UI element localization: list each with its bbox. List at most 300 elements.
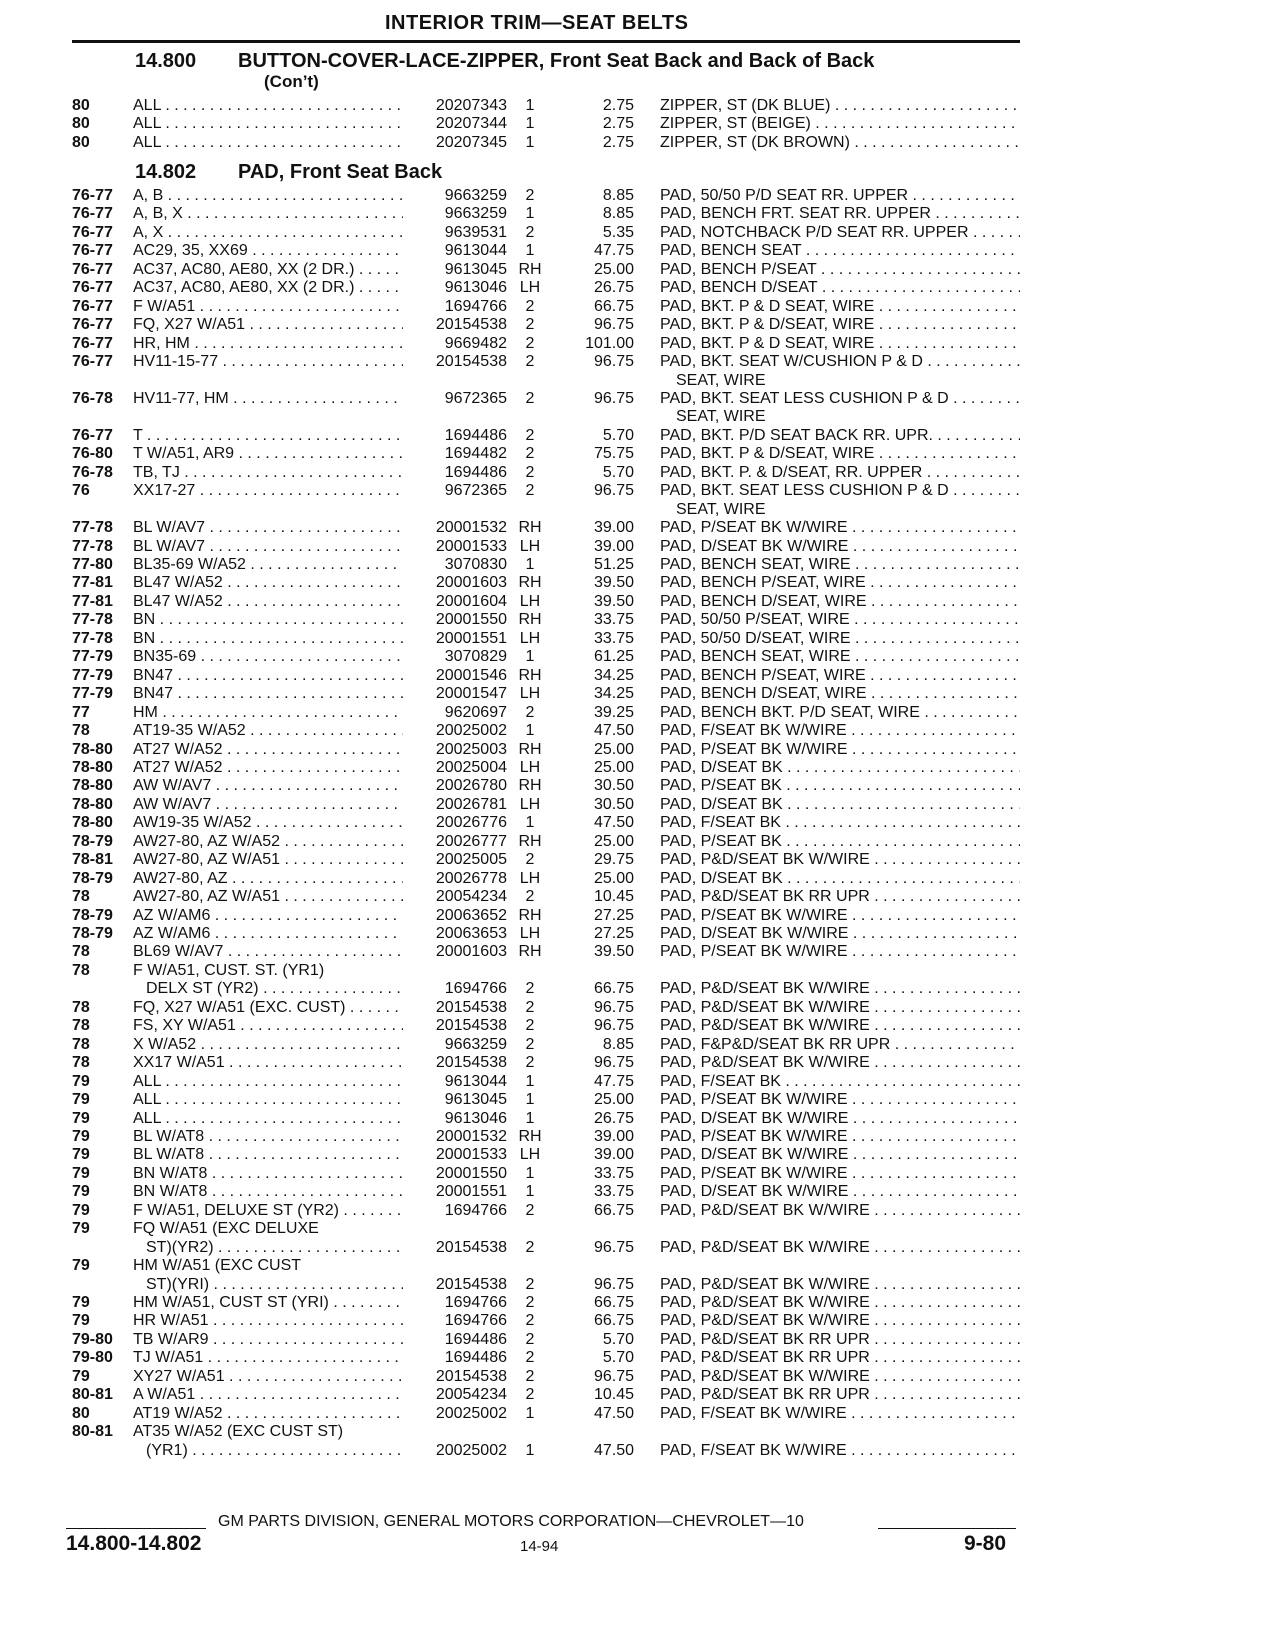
table-row [0,888,1280,906]
list-price: 96.75 [593,482,634,500]
part-number: 9663259 [403,205,507,223]
table-row [0,962,1280,980]
list-price: 39.25 [593,703,634,721]
quantity: 1 [525,97,535,114]
quantity: 1 [525,115,535,133]
part-number: 20001532 [403,1128,507,1146]
model-application: BL69 W/AV7 . . . [133,943,403,961]
model-application: XY27 W/A51 . . . [133,1368,403,1386]
quantity: 2 [525,998,535,1016]
section-number: 14.802 [135,161,197,183]
model-application: BL47 W/A52 . . . [133,593,403,611]
part-description: ZIPPER, ST (DK BLUE) . . . [660,97,1020,115]
list-price: 96.75 [593,1367,634,1385]
table-row [0,722,1280,740]
model-year: 78 [72,961,90,979]
part-description: ZIPPER, ST (DK BROWN) . . . [660,134,1020,152]
quantity: 2 [525,1017,535,1035]
table-row [0,833,1280,851]
part-description: PAD, P/SEAT BK W/WIRE . . . [660,943,1020,961]
quantity: 1 [525,1183,535,1201]
quantity: 2 [525,1201,535,1219]
list-price: 33.75 [593,1164,634,1182]
part-description: PAD, BKT. P & D/SEAT, WIRE . . . [660,316,1020,334]
table-row [0,759,1280,777]
table-row [0,316,1280,334]
part-description: PAD, BENCH SEAT . . . [660,242,1020,260]
part-description: PAD, P/SEAT BK W/WIRE . . . [660,741,1020,759]
list-price: 26.75 [593,279,634,297]
model-application: AT19 W/A52 . . . [133,1405,403,1423]
model-year: 76-77 [72,353,113,371]
model-application: BN . . . [133,630,403,648]
footer-date: 9-80 [964,1532,1007,1555]
table-row [0,704,1280,722]
part-description: PAD, P&D/SEAT BK W/WIRE . . . [660,1202,1020,1220]
list-price: 5.70 [602,1330,634,1348]
model-application: ALL . . . [133,1091,403,1109]
part-number: 20154538 [403,1239,507,1257]
part-number: 20026778 [403,870,507,888]
model-application: XX17-27 . . . [133,482,403,500]
quantity: 1 [525,814,535,832]
part-number: 20207345 [403,134,507,152]
quantity: RH [518,740,542,758]
model-year: 76-77 [72,223,113,241]
model-year: 78-80 [72,758,113,776]
part-description: PAD, P&D/SEAT BK W/WIRE . . . [660,1276,1020,1294]
table-row [0,445,1280,463]
model-application: (YR1) . . . [146,1442,416,1460]
part-description: PAD, D/SEAT BK W/WIRE . . . [660,1146,1020,1164]
model-year: 76-78 [72,389,113,407]
model-application: AW27-80, AZ W/A52 . . . [133,833,403,851]
model-year: 78-80 [72,740,113,758]
quantity: RH [518,260,542,278]
quantity: 2 [525,1312,535,1330]
part-number: 3070830 [403,556,507,574]
part-number: 1694766 [403,980,507,998]
part-number: 20026780 [403,777,507,795]
list-price: 47.50 [593,1404,634,1422]
part-number: 20001550 [403,611,507,629]
part-description: PAD, D/SEAT BK . . . [660,759,1020,777]
model-application: AT35 W/A52 (EXC CUST ST) [133,1423,344,1441]
model-application: HR W/A51 . . . [133,1312,403,1330]
list-price: 30.50 [593,777,634,795]
model-application: HV11-15-77 . . . [133,353,403,371]
part-description: PAD, 50/50 P/D SEAT RR. UPPER . . . [660,187,1020,205]
model-application: F W/A51 . . . [133,298,403,316]
table-row [0,427,1280,445]
model-year: 77-80 [72,556,113,573]
part-description: PAD, F/SEAT BK W/WIRE . . . [660,1442,1020,1460]
list-price: 10.45 [593,1386,634,1404]
quantity: 2 [525,1367,535,1385]
list-price: 8.85 [602,1035,634,1053]
model-year: 79 [72,1146,90,1164]
table-row [0,335,1280,353]
model-year: 79 [72,1091,90,1109]
part-number: 9672365 [403,390,507,408]
list-price: 25.00 [593,740,634,758]
quantity: 2 [525,1330,535,1348]
table-row [0,224,1280,242]
quantity: 1 [525,648,535,666]
model-year: 77-81 [72,592,113,610]
table-row [0,980,1280,998]
quantity: LH [519,869,541,887]
model-application: ALL . . . [133,97,403,115]
list-price: 34.25 [593,685,634,703]
part-description: PAD, F/SEAT BK . . . [660,1073,1020,1091]
part-number: 20154538 [403,316,507,334]
part-description: PAD, BKT. P & D SEAT, WIRE . . . [660,298,1020,316]
list-price: 101.00 [585,334,634,352]
part-description: PAD, BENCH D/SEAT, WIRE . . . [660,593,1020,611]
model-year: 78 [72,722,90,740]
list-price: 75.75 [593,445,634,463]
part-number: 3070829 [403,648,507,666]
part-description: PAD, P&D/SEAT BK RR UPR . . . [660,1386,1020,1404]
model-application: F W/A51, CUST. ST. (YR1) [133,961,325,979]
list-price: 66.75 [593,1294,634,1311]
part-description: PAD, BKT. P & D/SEAT, WIRE . . . [660,445,1020,463]
model-application: A, B, X . . . [133,205,403,223]
model-application: F W/A51, DELUXE ST (YR2) . . . [133,1202,403,1220]
quantity: RH [518,574,542,592]
part-number: 20001603 [403,574,507,592]
model-year: 76-77 [72,205,113,223]
part-description: PAD, BENCH P/SEAT . . . [660,261,1020,279]
model-application: BL47 W/A52 . . . [133,574,403,592]
part-description: PAD, F/SEAT BK W/WIRE . . . [660,1405,1020,1423]
table-row [0,1349,1280,1367]
quantity: RH [518,1127,542,1145]
part-number: 20154538 [403,1276,507,1294]
table-row [0,1073,1280,1091]
model-application: AT27 W/A52 . . . [133,741,403,759]
list-price: 96.75 [593,1238,634,1256]
part-description: PAD, D/SEAT BK . . . [660,870,1020,888]
part-number: 20001550 [403,1165,507,1183]
model-application: AW W/AV7 . . . [133,796,403,814]
table-row [0,538,1280,556]
part-number: 1694486 [403,464,507,482]
table-row [0,1276,1280,1294]
part-description: PAD, D/SEAT BK W/WIRE . . . [660,1110,1020,1128]
model-year: 78-80 [72,814,113,832]
part-number: 9639531 [403,224,507,242]
quantity: 2 [525,888,535,906]
quantity: 2 [525,426,535,444]
part-description: PAD, BENCH SEAT, WIRE . . . [660,556,1020,574]
model-application: ALL . . . [133,115,403,133]
list-price: 25.00 [593,869,634,887]
table-row [0,1257,1280,1275]
part-description: PAD, BKT. SEAT LESS CUSHION P & D . . . [660,482,1020,500]
model-application: ALL . . . [133,1110,403,1128]
part-number: 20025004 [403,759,507,777]
quantity: 2 [525,1054,535,1072]
table-row [0,593,1280,611]
model-application: BN47 . . . [133,667,403,685]
model-year: 76-77 [72,334,113,352]
model-application: HM . . . [133,704,403,722]
table-row [0,556,1280,574]
table-row [0,205,1280,223]
part-description: PAD, BKT. P. & D/SEAT, RR. UPPER . . . [660,464,1020,482]
list-price: 39.00 [593,1146,634,1164]
list-price: 96.75 [593,389,634,407]
part-description: PAD, P/SEAT BK W/WIRE . . . [660,907,1020,925]
quantity: RH [518,832,542,850]
table-row [0,611,1280,629]
part-number: 20154538 [403,999,507,1017]
model-application: BL W/AT8 . . . [133,1128,403,1146]
list-price: 51.25 [593,556,634,573]
list-price: 2.75 [602,133,634,151]
table-row [0,667,1280,685]
quantity: 2 [525,1386,535,1404]
model-application: BN35-69 . . . [133,648,403,666]
model-application: T W/A51, AR9 . . . [133,445,403,463]
quantity: 1 [525,1072,535,1090]
list-price: 66.75 [593,297,634,315]
model-year: 76-77 [72,187,113,204]
table-row [0,115,1280,133]
part-description: PAD, P/SEAT BK . . . [660,833,1020,851]
table-row [0,298,1280,316]
quantity: 2 [525,297,535,315]
part-number: 20154538 [403,353,507,371]
model-application: AT19-35 W/A52 . . . [133,722,403,740]
list-price: 47.50 [593,1441,634,1459]
part-number: 20063653 [403,925,507,943]
list-price: 25.00 [593,832,634,850]
list-price: 27.25 [593,925,634,942]
part-number: 20001551 [403,630,507,648]
part-number: 20154538 [403,1054,507,1072]
quantity: LH [519,685,541,703]
list-price: 61.25 [593,648,634,666]
list-price: 5.70 [602,1349,634,1367]
quantity: 2 [525,1275,535,1293]
table-row [0,685,1280,703]
table-row [0,1128,1280,1146]
part-description: PAD, F&P&D/SEAT BK RR UPR . . . [660,1036,1020,1054]
part-number: 20025005 [403,851,507,869]
table-row [0,1146,1280,1164]
list-price: 8.85 [602,205,634,223]
part-number: 9613046 [403,1110,507,1128]
model-application: HV11-77, HM . . . [133,390,403,408]
table-row [0,1183,1280,1201]
list-price: 25.00 [593,758,634,776]
model-year: 80 [72,1404,90,1422]
section-heading-14802 [135,161,442,184]
model-application: A, B . . . [133,187,403,205]
table-row [0,1423,1280,1441]
model-year: 78 [72,1035,90,1053]
model-application: BN47 . . . [133,685,403,703]
quantity: 2 [525,851,535,869]
model-year: 78-81 [72,851,113,869]
quantity: LH [519,279,541,297]
list-price: 66.75 [593,1312,634,1330]
model-application: ST)(YRI) . . . [146,1276,416,1294]
part-number: 20026777 [403,833,507,851]
part-number: 1694766 [403,1202,507,1220]
part-description: PAD, P/SEAT BK W/WIRE . . . [660,1165,1020,1183]
quantity: 2 [525,482,535,500]
table-row [0,999,1280,1017]
model-year: 76-78 [72,463,113,481]
table-row [0,187,1280,205]
footer-rule [878,1528,1016,1529]
quantity: 1 [525,722,535,740]
part-description: PAD, BKT. SEAT W/CUSHION P & D . . . [660,353,1020,371]
part-description: PAD, F/SEAT BK W/WIRE . . . [660,722,1020,740]
quantity: 2 [525,316,535,334]
part-number: 20001547 [403,685,507,703]
table-row [0,1239,1280,1257]
part-number: 20001546 [403,667,507,685]
model-year: 77-79 [72,648,113,666]
table-row [0,630,1280,648]
quantity: LH [519,629,541,647]
quantity: 1 [525,1441,535,1459]
list-price: 27.25 [593,906,634,924]
part-description: PAD, P&D/SEAT BK W/WIRE . . . [660,1312,1020,1330]
part-description: PAD, BKT. P & D SEAT, WIRE . . . [660,335,1020,353]
model-year: 79 [72,1127,90,1145]
model-year: 79 [72,1312,90,1330]
model-year: 80 [72,115,90,133]
part-description-continued: SEAT, WIRE [676,500,766,518]
list-price: 8.85 [602,187,634,204]
part-number: 20154538 [403,1017,507,1035]
model-year: 78-79 [72,869,113,887]
model-year: 76-80 [72,445,113,463]
model-year: 78-80 [72,777,113,795]
table-row [0,1036,1280,1054]
list-price: 39.50 [593,574,634,592]
table-row [0,242,1280,260]
model-year: 76-77 [72,426,113,444]
list-price: 2.75 [602,97,634,114]
footer-publisher: GM PARTS DIVISION, GENERAL MOTORS CORPORATION—CHEVROLET—10 [218,1513,804,1530]
model-application: FQ W/A51 (EXC DELUXE [133,1220,319,1238]
quantity: 2 [525,1035,535,1053]
model-year: 79 [72,1164,90,1182]
quantity: LH [519,795,541,813]
model-application: AW27-80, AZ W/A51 . . . [133,888,403,906]
table-row [0,796,1280,814]
quantity: 2 [525,1294,535,1311]
model-application: BL W/AV7 . . . [133,519,403,537]
part-description: PAD, D/SEAT BK W/WIRE . . . [660,538,1020,556]
quantity: LH [519,537,541,555]
section-heading-14800 [135,50,874,73]
model-year: 78 [72,998,90,1016]
model-year: 79 [72,1294,90,1311]
part-number: 20054234 [403,1386,507,1404]
model-application: AW27-80, AZ . . . [133,870,403,888]
table-row [0,648,1280,666]
quantity: 2 [525,334,535,352]
list-price: 25.00 [593,1091,634,1109]
list-price: 96.75 [593,1054,634,1072]
part-description: PAD, P&D/SEAT BK W/WIRE . . . [660,851,1020,869]
quantity: LH [519,1146,541,1164]
quantity: RH [518,906,542,924]
quantity: 2 [525,1349,535,1367]
model-year: 80 [72,97,90,114]
model-application: BL W/AT8 . . . [133,1146,403,1164]
model-application: AW19-35 W/A52 . . . [133,814,403,832]
part-number: 9672365 [403,482,507,500]
part-description: PAD, P&D/SEAT BK RR UPR . . . [660,888,1020,906]
header-rule [72,40,1020,43]
model-application: AC37, AC80, AE80, XX (2 DR.) . . . [133,279,403,297]
part-description: PAD, P&D/SEAT BK W/WIRE . . . [660,1294,1020,1312]
model-application: BN . . . [133,611,403,629]
list-price: 47.75 [593,242,634,260]
part-number: 9663259 [403,187,507,205]
model-application: ST)(YR2) . . . [146,1239,416,1257]
model-year: 77-78 [72,537,113,555]
list-price: 5.70 [602,463,634,481]
part-description-continued: SEAT, WIRE [676,408,766,426]
model-application: A W/A51 . . . [133,1386,403,1404]
table-row [0,1110,1280,1128]
model-application: HM W/A51, CUST ST (YRI) . . . [133,1294,403,1312]
part-number: 20154538 [403,1368,507,1386]
model-year: 79 [72,1183,90,1201]
part-description: PAD, P&D/SEAT BK W/WIRE . . . [660,1368,1020,1386]
model-application: T . . . [133,427,403,445]
model-application: XX17 W/A51 . . . [133,1054,403,1072]
list-price: 66.75 [593,980,634,998]
list-price: 39.00 [593,1127,634,1145]
part-description: ZIPPER, ST (BEIGE) . . . [660,115,1020,133]
model-application: DELX ST (YR2) . . . [146,980,416,998]
quantity: 1 [525,1404,535,1422]
model-application: AC37, AC80, AE80, XX (2 DR.) . . . [133,261,403,279]
model-application: HM W/A51 (EXC CUST [133,1257,302,1275]
model-application: ALL . . . [133,1073,403,1091]
part-description: PAD, BKT. SEAT LESS CUSHION P & D . . . [660,390,1020,408]
list-price: 96.75 [593,353,634,371]
quantity: 2 [525,463,535,481]
table-row [0,1091,1280,1109]
model-year: 78 [72,1054,90,1072]
quantity: 1 [525,205,535,223]
part-description: PAD, BENCH P/SEAT, WIRE . . . [660,574,1020,592]
part-description: PAD, P/SEAT BK . . . [660,777,1020,795]
quantity: LH [519,925,541,942]
model-year: 79-80 [72,1349,113,1367]
model-year: 76-77 [72,279,113,297]
part-number: 1694486 [403,1331,507,1349]
model-year: 77-78 [72,519,113,537]
part-number: 20026781 [403,796,507,814]
part-number: 20063652 [403,907,507,925]
page-header-title: INTERIOR TRIM—SEAT BELTS [385,12,689,34]
part-number: 1694766 [403,1312,507,1330]
table-row [0,851,1280,869]
